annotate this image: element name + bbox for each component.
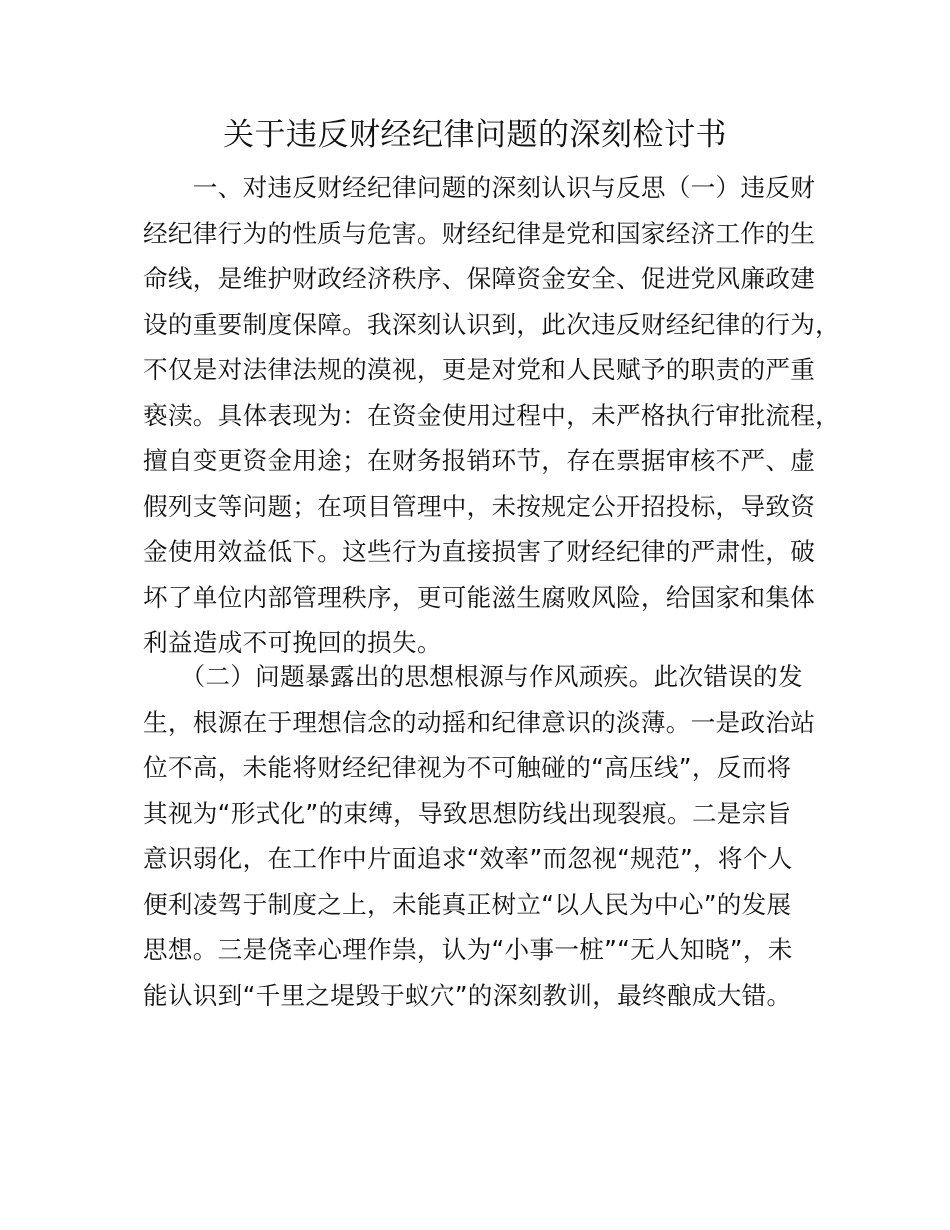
text-line: 擅自变更资金用途；在财务报销环节，存在票据审核不严、虚 (143, 446, 816, 475)
paragraph-1 (143, 165, 841, 666)
text-line: 坏了单位内部管理秩序，更可能滋生腐败风险，给国家和集体 (143, 582, 816, 612)
text-line: 能认识到“千里之堤毁于蚁穴”的深刻教训，最终酿成大错。 (143, 980, 792, 1010)
text-line: 一、对违反财经纪律问题的深刻认识与反思（一）违反财 (143, 173, 816, 202)
text-line: 亵渎。具体表现为：在资金使用过程中，未严格执行审批流程， (143, 400, 841, 430)
text-line: 思想。三是侥幸心理作祟，认为“小事一桩”“无人知晓”，未 (143, 935, 793, 964)
text-line: 意识弱化，在工作中片面追求“效率”而忽视“规范”，将个人 (143, 844, 793, 873)
paragraph-2 (143, 654, 833, 1018)
text-line: 其视为“形式化”的束缚，导致思想防线出现裂痕。二是宗旨 (143, 798, 792, 828)
text-line: 命线，是维护财政经济秩序、保障资金安全、促进党风廉政建 (143, 264, 816, 293)
text-line: 生，根源在于理想信念的动摇和纪律意识的淡薄。一是政治站 (143, 707, 816, 737)
text-line: 便利凌驾于制度之上，未能真正树立“以人民为中心”的发展 (143, 889, 792, 919)
text-line: 利益造成不可挽回的损失。 (143, 628, 442, 657)
text-line: （二）问题暴露出的思想根源与作风顽疾。此次错误的发 (143, 662, 803, 691)
text-line: 设的重要制度保障。我深刻认识到，此次违反财经纪律的行为， (143, 309, 841, 339)
text-line: 经纪律行为的性质与危害。财经纪律是党和国家经济工作的生 (143, 218, 816, 248)
text-line: 不仅是对法律法规的漠视，更是对党和人民赋予的职责的严重 (143, 355, 816, 384)
document-title: 关于违反财经纪律问题的深刻检讨书 (223, 117, 727, 153)
text-line: 金使用效益低下。这些行为直接损害了财经纪律的严肃性，破 (143, 537, 816, 566)
text-line: 假列支等问题；在项目管理中，未按规定公开招投标，导致资 (143, 491, 816, 521)
text-line: 位不高，未能将财经纪律视为不可触碰的“高压线”，反而将 (143, 753, 792, 782)
